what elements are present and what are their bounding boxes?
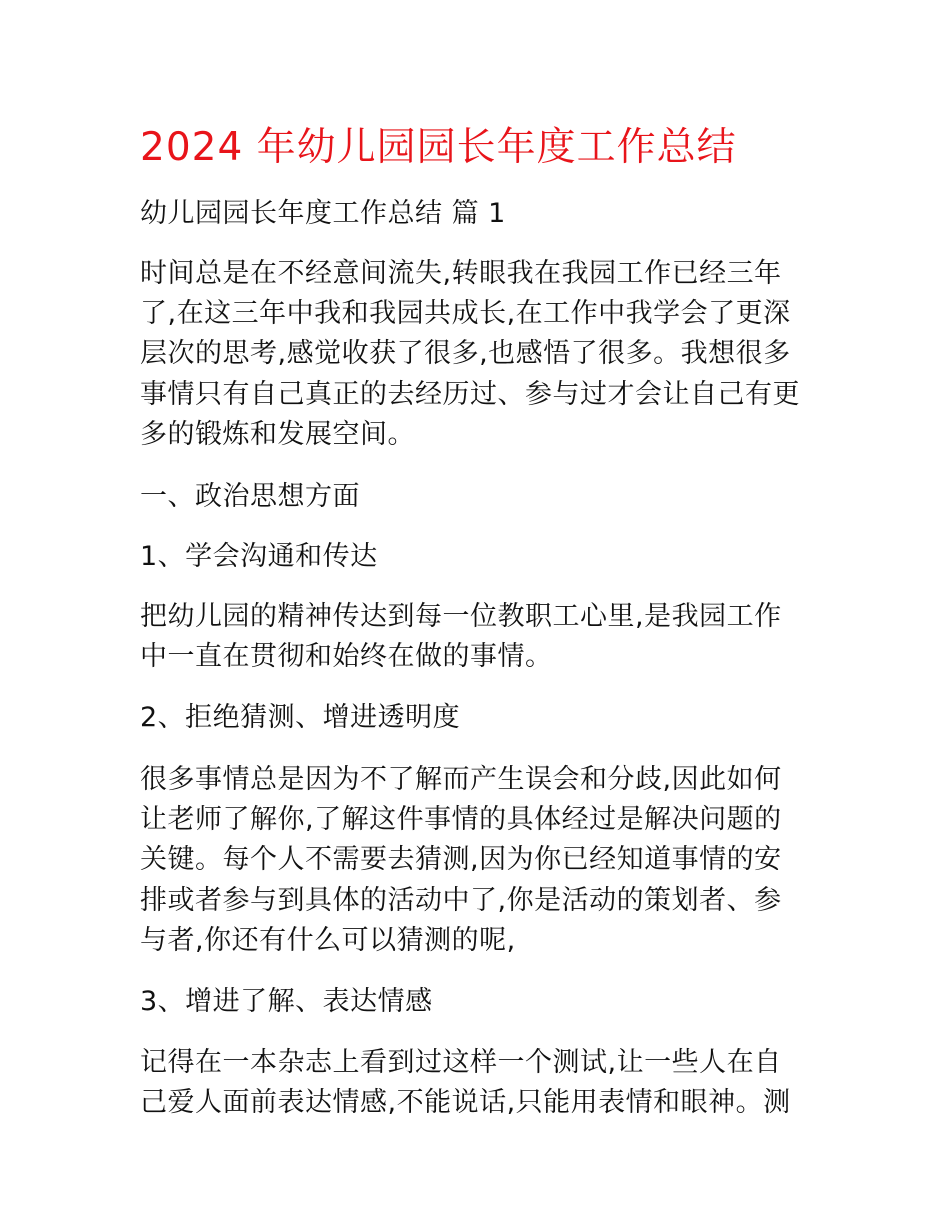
paragraph-line: 让老师了解你,了解这件事情的具体经过是解决问题的: [140, 804, 782, 835]
section-heading: 一、政治思想方面: [140, 481, 360, 512]
subsection-heading: 2、拒绝猜测、增进透明度: [140, 702, 461, 733]
section-subtitle: 幼儿园园长年度工作总结 篇 1: [140, 198, 506, 229]
paragraph-line: 中一直在贯彻和始终在做的事情。: [140, 641, 553, 672]
paragraph-line: 层次的思考,感觉收获了很多,也感悟了很多。我想很多: [140, 338, 791, 369]
paragraph-line: 关键。每个人不需要去猜测,因为你已经知道事情的安: [140, 844, 782, 875]
paragraph-line: 事情只有自己真正的去经历过、参与过才会让自己有更: [140, 379, 800, 410]
paragraph-line: 了,在这三年中我和我园共成长,在工作中我学会了更深: [140, 298, 791, 329]
paragraph-line: 己爱人面前表达情感,不能说话,只能用表情和眼神。测: [140, 1087, 791, 1118]
subsection-heading: 1、学会沟通和传达: [140, 541, 378, 572]
paragraph-line: 排或者参与到具体的活动中了,你是活动的策划者、参: [140, 885, 782, 916]
document-title: 2024 年幼儿园园长年度工作总结: [140, 125, 737, 170]
paragraph-line: 多的锻炼和发展空间。: [140, 419, 415, 450]
subsection-heading: 3、增进了解、表达情感: [140, 986, 433, 1017]
paragraph-line: 记得在一本杂志上看到过这样一个测试,让一些人在自: [140, 1047, 782, 1078]
paragraph-line: 把幼儿园的精神传达到每一位教职工心里,是我园工作: [140, 601, 782, 632]
paragraph-line: 很多事情总是因为不了解而产生误会和分歧,因此如何: [140, 764, 782, 795]
paragraph-line: 时间总是在不经意间流失,转眼我在我园工作已经三年: [140, 258, 782, 289]
paragraph-line: 与者,你还有什么可以猜测的呢,: [140, 925, 516, 956]
